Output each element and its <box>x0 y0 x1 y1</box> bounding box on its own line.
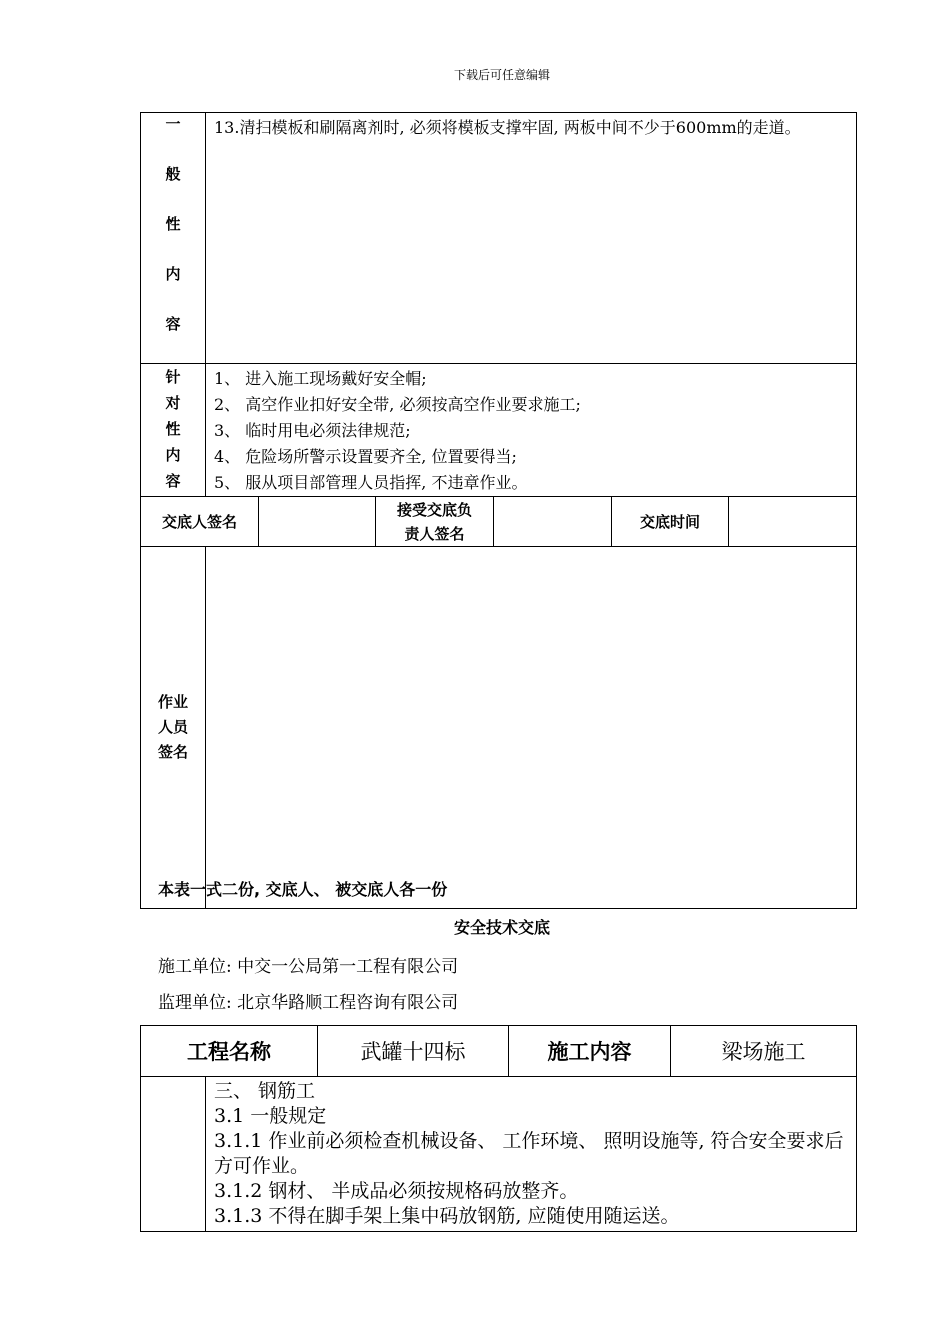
list-item: 1、 进入施工现场戴好安全帽; <box>214 369 427 388</box>
body-label-cell <box>141 1077 206 1232</box>
discloser-signature-label: 交底人签名 <box>141 497 259 547</box>
general-label-char: 内 <box>165 265 181 283</box>
disclosure-table <box>140 112 857 909</box>
body-line: 3.1 一般规定 <box>214 1105 327 1127</box>
receiver-label-line: 接受交底负 <box>396 500 472 519</box>
list-item: 2、 高空作业扣好安全带, 必须按高空作业要求施工; <box>214 395 581 414</box>
body-content <box>206 1077 857 1232</box>
targeted-label-char: 对 <box>165 394 181 412</box>
receiver-signature-label <box>376 497 494 547</box>
workers-label-line: 作业 <box>157 693 188 711</box>
body-line: 3.1.3 不得在脚手架上集中码放钢筋, 应随使用随运送。 <box>214 1205 680 1227</box>
document-title: 安全技术交底 <box>453 918 550 937</box>
list-item: 4、 危险场所警示设置要齐全, 位置要得当; <box>214 447 517 466</box>
general-content-text: 13.清扫模板和刷隔离剂时, 必须将模板支撑牢固, 两板中间不少于600mm的走道。 <box>206 113 857 364</box>
footnote: 本表一式二份, 交底人、 被交底人各一份 <box>158 880 448 899</box>
targeted-label-char: 针 <box>165 368 181 386</box>
safety-disclosure-table <box>140 1025 857 1232</box>
body-line: 3.1.2 钢材、 半成品必须按规格码放整齐。 <box>214 1180 579 1202</box>
project-name-label: 工程名称 <box>141 1026 318 1077</box>
construction-unit: 施工单位: 中交一公局第一工程有限公司 <box>158 957 459 977</box>
work-content-label: 施工内容 <box>509 1026 671 1077</box>
supervision-unit: 监理单位: 北京华路顺工程咨询有限公司 <box>158 993 459 1013</box>
general-label-char: 一 <box>165 115 181 133</box>
discloser-signature-field[interactable] <box>259 497 376 547</box>
disclosure-time-label: 交底时间 <box>612 497 729 547</box>
targeted-content-list <box>206 364 857 497</box>
list-item: 5、 服从项目部管理人员指挥, 不违章作业。 <box>214 473 528 492</box>
targeted-content-label <box>141 364 206 497</box>
list-item: 3、 临时用电必须法律规范; <box>214 421 411 440</box>
disclosure-time-field[interactable] <box>729 497 857 547</box>
workers-signature-area[interactable] <box>206 547 857 909</box>
workers-label-line: 人员 <box>157 718 188 736</box>
workers-label-line: 签名 <box>157 743 188 761</box>
targeted-label-char: 容 <box>165 472 181 490</box>
general-label-char: 性 <box>165 215 181 233</box>
general-label-char: 般 <box>165 165 181 183</box>
work-content-value: 梁场施工 <box>671 1026 857 1077</box>
project-name-value: 武罐十四标 <box>318 1026 509 1077</box>
targeted-label-char: 内 <box>165 446 181 464</box>
general-label-char: 容 <box>165 315 181 333</box>
targeted-label-char: 性 <box>165 420 181 438</box>
receiver-label-line: 责人签名 <box>404 524 465 543</box>
workers-signature-label <box>141 547 206 909</box>
body-line: 3.1.1 作业前必须检查机械设备、 工作环境、 照明设施等, 符合安全要求后方可作业。 <box>214 1130 844 1177</box>
receiver-signature-field[interactable] <box>494 497 612 547</box>
general-content-label <box>141 113 206 364</box>
body-line: 三、 钢筋工 <box>214 1080 316 1102</box>
header-note: 下载后可任意编辑 <box>453 68 550 82</box>
